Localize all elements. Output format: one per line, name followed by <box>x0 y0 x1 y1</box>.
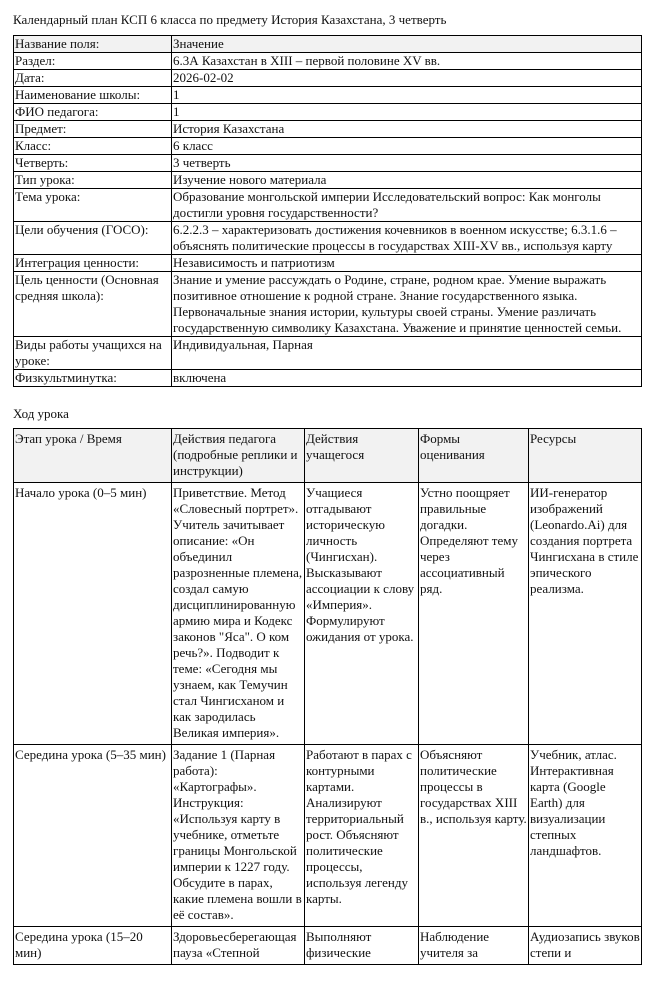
field-label: Тема урока: <box>14 189 172 222</box>
resources-cell: ИИ-генератор изображений (Leonardo.Ai) для создания портрета Чингисхана в стиле эпического реализма. <box>529 483 642 745</box>
assessment-cell: Наблюдение учителя за <box>419 927 529 965</box>
field-value: История Казахстана <box>172 121 642 138</box>
lesson-flow-heading: Ход урока <box>13 406 69 421</box>
field-value: Индивидуальная, Парная <box>172 337 642 370</box>
stage-cell: Начало урока (0–5 мин) <box>14 483 172 745</box>
column-header-resources: Ресурсы <box>529 429 642 483</box>
field-label: Интеграция ценности: <box>14 255 172 272</box>
info-row-teacher <box>14 104 642 121</box>
info-row-section <box>14 53 642 70</box>
field-header: Название поля: <box>14 36 172 53</box>
lesson-row <box>14 483 642 745</box>
field-label: Тип урока: <box>14 172 172 189</box>
info-row-work-types <box>14 337 642 370</box>
field-value: 1 <box>172 87 642 104</box>
lesson-row <box>14 745 642 927</box>
column-header-stage: Этап урока / Время <box>14 429 172 483</box>
column-header-student: Действия учащегося <box>305 429 419 483</box>
student-actions-cell: Учащиеся отгадывают историческую личность (Чингисхан). Высказывают ассоциации к слову «Империя». Формулируют ожидания от урока. <box>305 483 419 745</box>
stage-cell: Середина урока (15–20 мин) <box>14 927 172 965</box>
teacher-actions-cell: Приветствие. Метод «Словесный портрет». Учитель зачитывает описание: «Он объединил разрозненные племена, создал самую дисциплинированную армию мира и Кодекс законов "Яса". О ком речь?». Подводит к теме: «Сегодня мы узнаем, как Темучин стал Чингисханом и как зародилась Великая империя». <box>172 483 305 745</box>
stage-cell: Середина урока (5–35 мин) <box>14 745 172 927</box>
info-row-physical-break <box>14 370 642 387</box>
field-label: Цели обучения (ГОСО): <box>14 222 172 255</box>
student-actions-cell: Выполняют физические <box>305 927 419 965</box>
field-value: включена <box>172 370 642 387</box>
info-row-date <box>14 70 642 87</box>
field-label: Виды работы учащихся на уроке: <box>14 337 172 370</box>
column-header-teacher: Действия педагога (подробные реплики и инструкции) <box>172 429 305 483</box>
field-label: Четверть: <box>14 155 172 172</box>
student-actions-cell: Работают в парах с контурными картами. Анализируют территориальный рост. Объясняют политические процессы, используя легенду карты. <box>305 745 419 927</box>
field-value: 6.3А Казахстан в XIII – первой половине XV вв. <box>172 53 642 70</box>
field-label: Раздел: <box>14 53 172 70</box>
resources-cell: Аудиозапись звуков степи и <box>529 927 642 965</box>
field-value: 3 четверть <box>172 155 642 172</box>
field-value: 6.2.2.3 – характеризовать достижения кочевников в военном искусстве; 6.3.1.6 – объяснять политические процессы в государствах XIII-XV вв., используя карту <box>172 222 642 255</box>
info-row-value-goal <box>14 272 642 337</box>
document-title: Календарный план КСП 6 класса по предмету История Казахстана, 3 четверть <box>13 12 447 27</box>
info-row-subject <box>14 121 642 138</box>
lesson-row <box>14 927 642 965</box>
value-header: Значение <box>172 36 642 53</box>
info-row-quarter <box>14 155 642 172</box>
info-row-learning-goals <box>14 222 642 255</box>
lesson-table-header <box>14 429 642 483</box>
info-row-value-integration <box>14 255 642 272</box>
info-row-school <box>14 87 642 104</box>
info-table-header <box>14 36 642 53</box>
info-row-lesson-type <box>14 172 642 189</box>
column-header-assessment: Формы оценивания <box>419 429 529 483</box>
info-row-lesson-topic <box>14 189 642 222</box>
field-value: 1 <box>172 104 642 121</box>
assessment-cell: Устно поощряет правильные догадки. Определяют тему через ассоциативный ряд. <box>419 483 529 745</box>
assessment-cell: Объясняют политические процессы в государствах XIII в., используя карту. <box>419 745 529 927</box>
field-label: Физкультминутка: <box>14 370 172 387</box>
lesson-flow-table <box>13 428 642 965</box>
info-row-class <box>14 138 642 155</box>
teacher-actions-cell: Здоровьесберегающая пауза «Степной <box>172 927 305 965</box>
field-value: 2026-02-02 <box>172 70 642 87</box>
lesson-info-table <box>13 35 642 387</box>
field-label: Наименование школы: <box>14 87 172 104</box>
field-value: Изучение нового материала <box>172 172 642 189</box>
field-label: Предмет: <box>14 121 172 138</box>
field-label: ФИО педагога: <box>14 104 172 121</box>
field-value: Независимость и патриотизм <box>172 255 642 272</box>
teacher-actions-cell: Задание 1 (Парная работа): «Картографы». Инструкция: «Используя карту в учебнике, отметьте границы Монгольской империи к 1227 году. Обсудите в парах, какие племена вошли в её состав». <box>172 745 305 927</box>
field-label: Цель ценности (Основная средняя школа): <box>14 272 172 337</box>
field-label: Класс: <box>14 138 172 155</box>
field-value: 6 класс <box>172 138 642 155</box>
field-label: Дата: <box>14 70 172 87</box>
resources-cell: Учебник, атлас. Интерактивная карта (Google Earth) для визуализации степных ландшафтов. <box>529 745 642 927</box>
field-value: Образование монгольской империи Исследовательский вопрос: Как монголы достигли уровня государственности? <box>172 189 642 222</box>
field-value: Знание и умение рассуждать о Родине, стране, родном крае. Умение выражать позитивное отношение к родной стране. Знание государственного языка. Первоначальные знания истории, культуры своей страны. Умение различать государственную символику Казахстана. Уважение и принятие ценностей семьи. <box>172 272 642 337</box>
